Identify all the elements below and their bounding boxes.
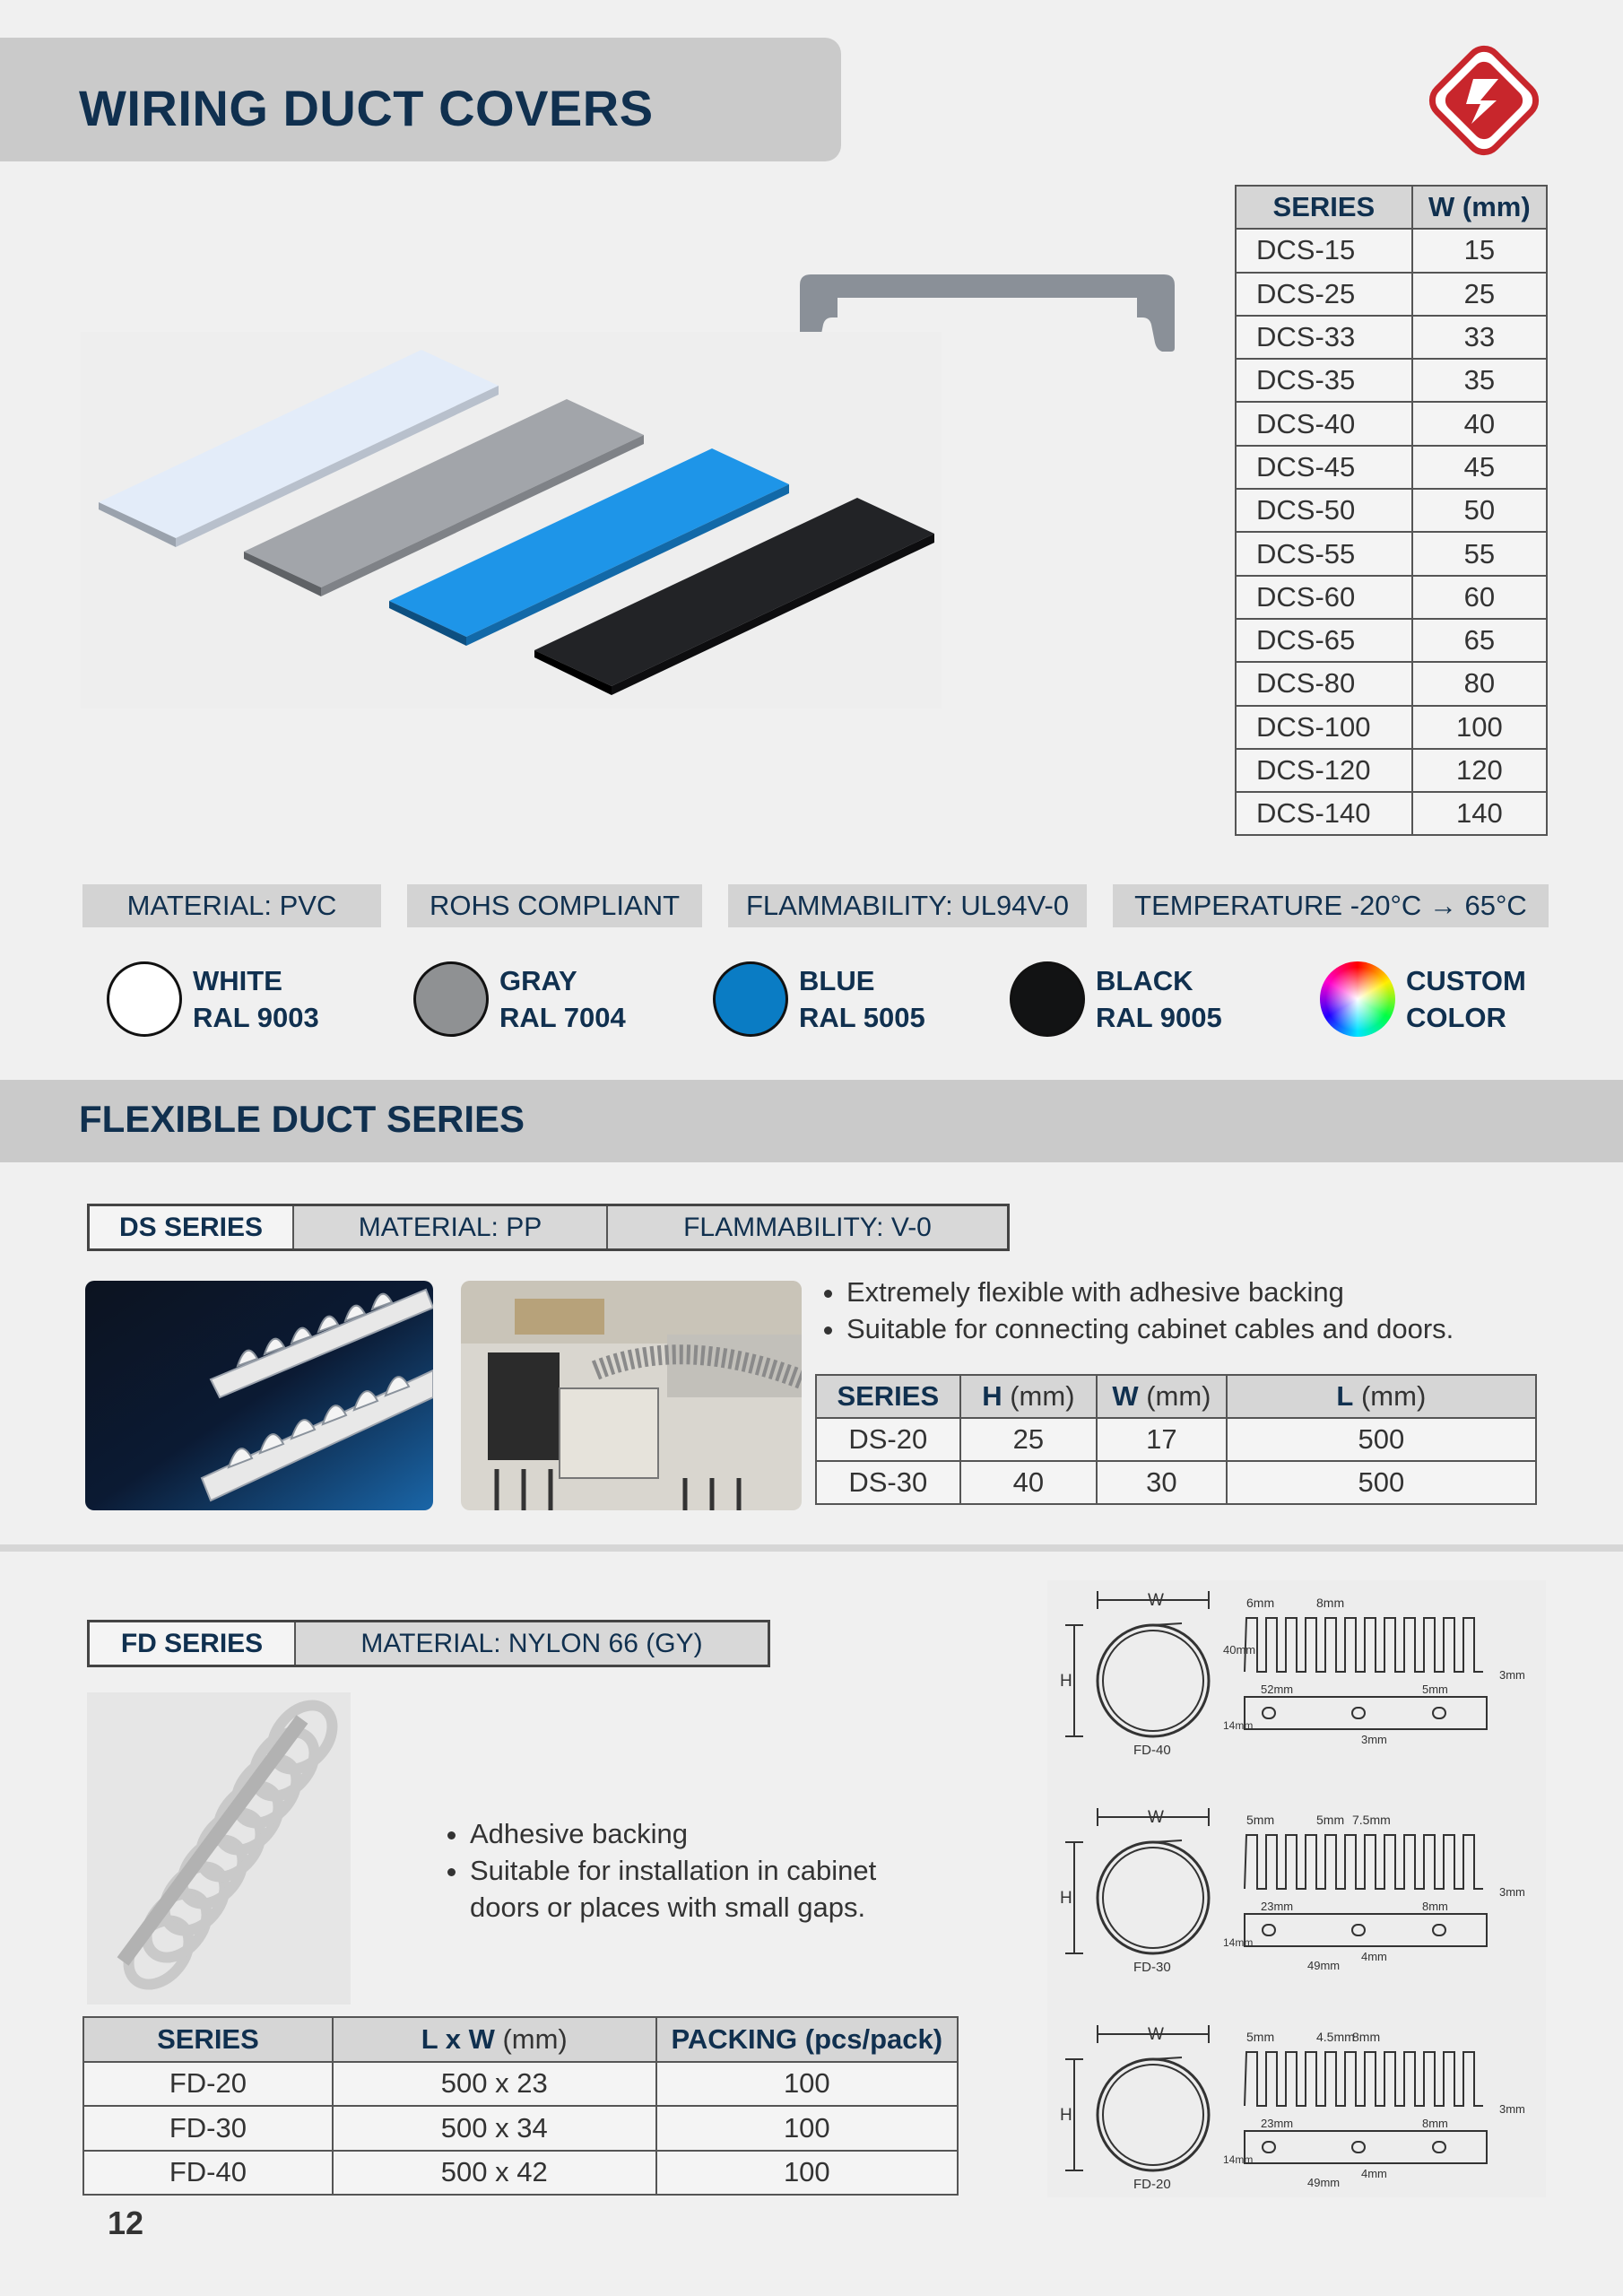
list-item: • Suitable for installation in cabinet doors or places with small gaps.	[470, 1852, 949, 1926]
dim-label: 3mm	[1361, 1733, 1387, 1746]
table-cell: DCS-33	[1236, 316, 1412, 359]
table-cell: DCS-35	[1236, 359, 1412, 402]
spec-flammability: FLAMMABILITY: UL94V-0	[728, 884, 1087, 927]
table-row	[1236, 273, 1547, 316]
column-header-unit: (mm)	[1002, 1380, 1075, 1412]
table-cell: 33	[1412, 316, 1547, 359]
table-cell: 100	[656, 2106, 958, 2151]
page-number: 12	[108, 2205, 144, 2241]
column-header	[1097, 1375, 1227, 1418]
spec-material: MATERIAL: PVC	[82, 884, 381, 927]
table-cell: DCS-55	[1236, 532, 1412, 575]
ds-feature-list	[814, 1274, 1541, 1347]
dim-h-label: H	[1060, 1672, 1072, 1691]
brand-logo	[1421, 38, 1547, 163]
dim-label: 4mm	[1361, 1950, 1387, 1963]
fd-series-label: FD SERIES	[90, 1622, 296, 1665]
list-item: • Extremely flexible with adhesive backing	[846, 1274, 1541, 1310]
color-name: CUSTOM	[1406, 965, 1526, 996]
dim-w-label: W	[1148, 2025, 1164, 2044]
table-cell: 500 x 34	[333, 2106, 656, 2151]
dim-label: 4.5mm	[1316, 2030, 1355, 2044]
dim-label: 52mm	[1261, 1683, 1294, 1696]
table-cell: DCS-15	[1236, 229, 1412, 272]
color-ral: RAL 9005	[1096, 1002, 1222, 1033]
table-cell: DCS-50	[1236, 489, 1412, 532]
table-row	[83, 2106, 958, 2151]
table-cell: 45	[1412, 446, 1547, 489]
table-cell: 500 x 23	[333, 2062, 656, 2107]
column-header	[816, 1375, 960, 1418]
color-name: BLUE	[799, 965, 875, 996]
fd-material-label: MATERIAL: NYLON 66 (GY)	[296, 1622, 768, 1665]
table-row	[816, 1418, 1536, 1461]
table-cell: DCS-40	[1236, 402, 1412, 445]
table-row	[1236, 489, 1547, 532]
ds-duct-cabinet-photo	[461, 1281, 802, 1510]
table-cell: FD-30	[83, 2106, 333, 2151]
dim-label: 23mm	[1261, 2117, 1294, 2130]
column-header-name: L	[1336, 1380, 1354, 1412]
spec-temperature: TEMPERATURE -20°C → 65°C	[1113, 884, 1549, 927]
table-row	[1236, 619, 1547, 662]
table-cell: 50	[1412, 489, 1547, 532]
dim-w-label: W	[1148, 1808, 1164, 1827]
dim-label: 3mm	[1499, 1885, 1525, 1899]
diagram-svg	[1047, 1580, 1546, 2197]
column-header-name: SERIES	[157, 2022, 259, 2055]
table-cell: 40	[1412, 402, 1547, 445]
ds-flammability-label: FLAMMABILITY: V-0	[608, 1206, 1007, 1248]
table-cell: FD-40	[83, 2151, 333, 2196]
list-item: • Adhesive backing	[470, 1815, 949, 1852]
dim-label: 6mm	[1246, 1596, 1275, 1610]
table-cell: 60	[1412, 576, 1547, 619]
column-header	[333, 2017, 656, 2062]
column-header	[83, 2017, 333, 2062]
table-row	[1236, 532, 1547, 575]
rainbow-circle	[1320, 961, 1395, 1037]
fd-diagram-fd-20	[1065, 2025, 1487, 2170]
table-row	[1236, 792, 1547, 835]
table-row	[83, 2151, 958, 2196]
table-cell: 40	[960, 1461, 1098, 1504]
gray-circle	[413, 961, 489, 1037]
model-label: FD-20	[1133, 2177, 1171, 2192]
color-name: BLACK	[1096, 965, 1193, 996]
table-cell: 17	[1097, 1418, 1227, 1461]
table-cell: 100	[656, 2062, 958, 2107]
list-item: • Suitable for connecting cabinet cables and doors.	[846, 1310, 1541, 1347]
spec-rohs: ROHS COMPLIANT	[407, 884, 702, 927]
dim-h-label: H	[1060, 1889, 1072, 1908]
table-cell: 500	[1227, 1418, 1536, 1461]
table-row	[1236, 662, 1547, 705]
color-swatch-black	[1010, 961, 1222, 1037]
table-cell: DCS-25	[1236, 273, 1412, 316]
table-row	[1236, 229, 1547, 272]
dim-label: 8mm	[1422, 1900, 1448, 1913]
table-row	[1236, 749, 1547, 792]
column-header	[656, 2017, 958, 2062]
fd-diagram-fd-40	[1065, 1591, 1487, 1736]
model-label: FD-30	[1133, 1960, 1171, 1975]
dim-label: 8mm	[1316, 1596, 1345, 1610]
table-cell: DS-30	[816, 1461, 960, 1504]
dim-label: 23mm	[1261, 1900, 1294, 1913]
dim-label: 14mm	[1223, 1719, 1254, 1732]
table-cell: 140	[1412, 792, 1547, 835]
table-row	[1236, 402, 1547, 445]
color-swatch-gray	[413, 961, 626, 1037]
dim-label: 5mm	[1422, 1683, 1448, 1696]
table-row	[1236, 576, 1547, 619]
dim-label: 5mm	[1246, 1813, 1275, 1827]
duct-cover-samples-image	[81, 332, 942, 709]
table-row	[1236, 446, 1547, 489]
table-cell: 120	[1412, 749, 1547, 792]
column-header-name: SERIES	[837, 1380, 940, 1412]
black-circle	[1010, 961, 1085, 1037]
dim-h-label: H	[1060, 2106, 1072, 2125]
column-header	[960, 1375, 1098, 1418]
section-divider	[0, 1544, 1623, 1552]
column-header: SERIES	[1236, 186, 1412, 229]
table-cell: 80	[1412, 662, 1547, 705]
table-cell: DCS-100	[1236, 706, 1412, 749]
table-cell: 500	[1227, 1461, 1536, 1504]
column-header-name: PACKING (pcs/pack)	[671, 2022, 943, 2055]
dim-w-label: W	[1148, 1591, 1164, 1610]
table-row	[1236, 316, 1547, 359]
section-title: FLEXIBLE DUCT SERIES	[79, 1098, 525, 1140]
fd-series-label-row	[87, 1620, 770, 1667]
model-label: FD-40	[1133, 1743, 1171, 1758]
table-cell: 15	[1412, 229, 1547, 272]
table-cell: DCS-60	[1236, 576, 1412, 619]
column-header-unit: (mm)	[1353, 1380, 1427, 1412]
table-cell: 55	[1412, 532, 1547, 575]
color-name: WHITE	[193, 965, 282, 996]
column-header-unit: (mm)	[494, 2022, 568, 2055]
dim-label: 14mm	[1223, 1936, 1254, 1949]
dim-label: 5mm	[1246, 2030, 1275, 2044]
color-ral: RAL 7004	[499, 1002, 626, 1033]
page-title: WIRING DUCT COVERS	[79, 80, 654, 136]
color-swatch-white	[107, 961, 319, 1037]
fd-series-table	[82, 2016, 959, 2196]
dim-label: 49mm	[1307, 1959, 1341, 1972]
blue-circle	[713, 961, 788, 1037]
dim-label: 3mm	[1499, 2102, 1525, 2116]
table-cell: DCS-45	[1236, 446, 1412, 489]
fd-duct-product-photo	[87, 1692, 351, 2005]
table-cell: DCS-140	[1236, 792, 1412, 835]
ds-duct-product-photo	[85, 1281, 433, 1510]
color-ral: RAL 5005	[799, 1002, 925, 1033]
color-swatch-custom	[1320, 961, 1526, 1037]
table-row	[1236, 706, 1547, 749]
column-header: W (mm)	[1412, 186, 1547, 229]
table-cell: FD-20	[83, 2062, 333, 2107]
column-header-name: W	[1112, 1380, 1139, 1412]
dim-label: 49mm	[1307, 2176, 1341, 2189]
white-circle	[107, 961, 182, 1037]
column-header-name: L x W	[421, 2022, 495, 2055]
table-cell: 100	[656, 2151, 958, 2196]
table-cell: 100	[1412, 706, 1547, 749]
table-cell: 25	[1412, 273, 1547, 316]
dim-label: 7.5mm	[1352, 1813, 1391, 1827]
dim-label: 3mm	[1499, 1668, 1525, 1682]
dim-label: 8mm	[1352, 2030, 1381, 2044]
column-header	[1227, 1375, 1536, 1418]
fd-technical-diagrams	[1047, 1580, 1546, 2197]
column-header-unit: (mm)	[1138, 1380, 1211, 1412]
ds-material-label: MATERIAL: PP	[294, 1206, 608, 1248]
table-cell: 500 x 42	[333, 2151, 656, 2196]
table-cell: DS-20	[816, 1418, 960, 1461]
ds-series-label: DS SERIES	[90, 1206, 294, 1248]
color-ral: COLOR	[1406, 1002, 1506, 1033]
table-cell: 65	[1412, 619, 1547, 662]
ds-series-label-row	[87, 1204, 1010, 1251]
dim-label: 4mm	[1361, 2167, 1387, 2180]
fd-diagram-fd-30	[1065, 1808, 1487, 1953]
dim-label: 5mm	[1316, 1813, 1345, 1827]
table-cell: DCS-120	[1236, 749, 1412, 792]
dim-label: 40mm	[1223, 1643, 1256, 1657]
ds-series-table	[815, 1374, 1537, 1505]
dim-label: 8mm	[1422, 2117, 1448, 2130]
table-cell: 25	[960, 1418, 1098, 1461]
table-row	[816, 1461, 1536, 1504]
column-header-name: H	[982, 1380, 1002, 1412]
color-swatch-blue	[713, 961, 925, 1037]
table-cell: DCS-65	[1236, 619, 1412, 662]
table-cell: DCS-80	[1236, 662, 1412, 705]
fd-feature-list	[438, 1815, 949, 1926]
color-name: GRAY	[499, 965, 577, 996]
dim-label: 14mm	[1223, 2153, 1254, 2166]
color-ral: RAL 9003	[193, 1002, 319, 1033]
dcs-series-table	[1235, 185, 1548, 836]
table-cell: 35	[1412, 359, 1547, 402]
table-cell: 30	[1097, 1461, 1227, 1504]
table-row	[83, 2062, 958, 2107]
table-row	[1236, 359, 1547, 402]
